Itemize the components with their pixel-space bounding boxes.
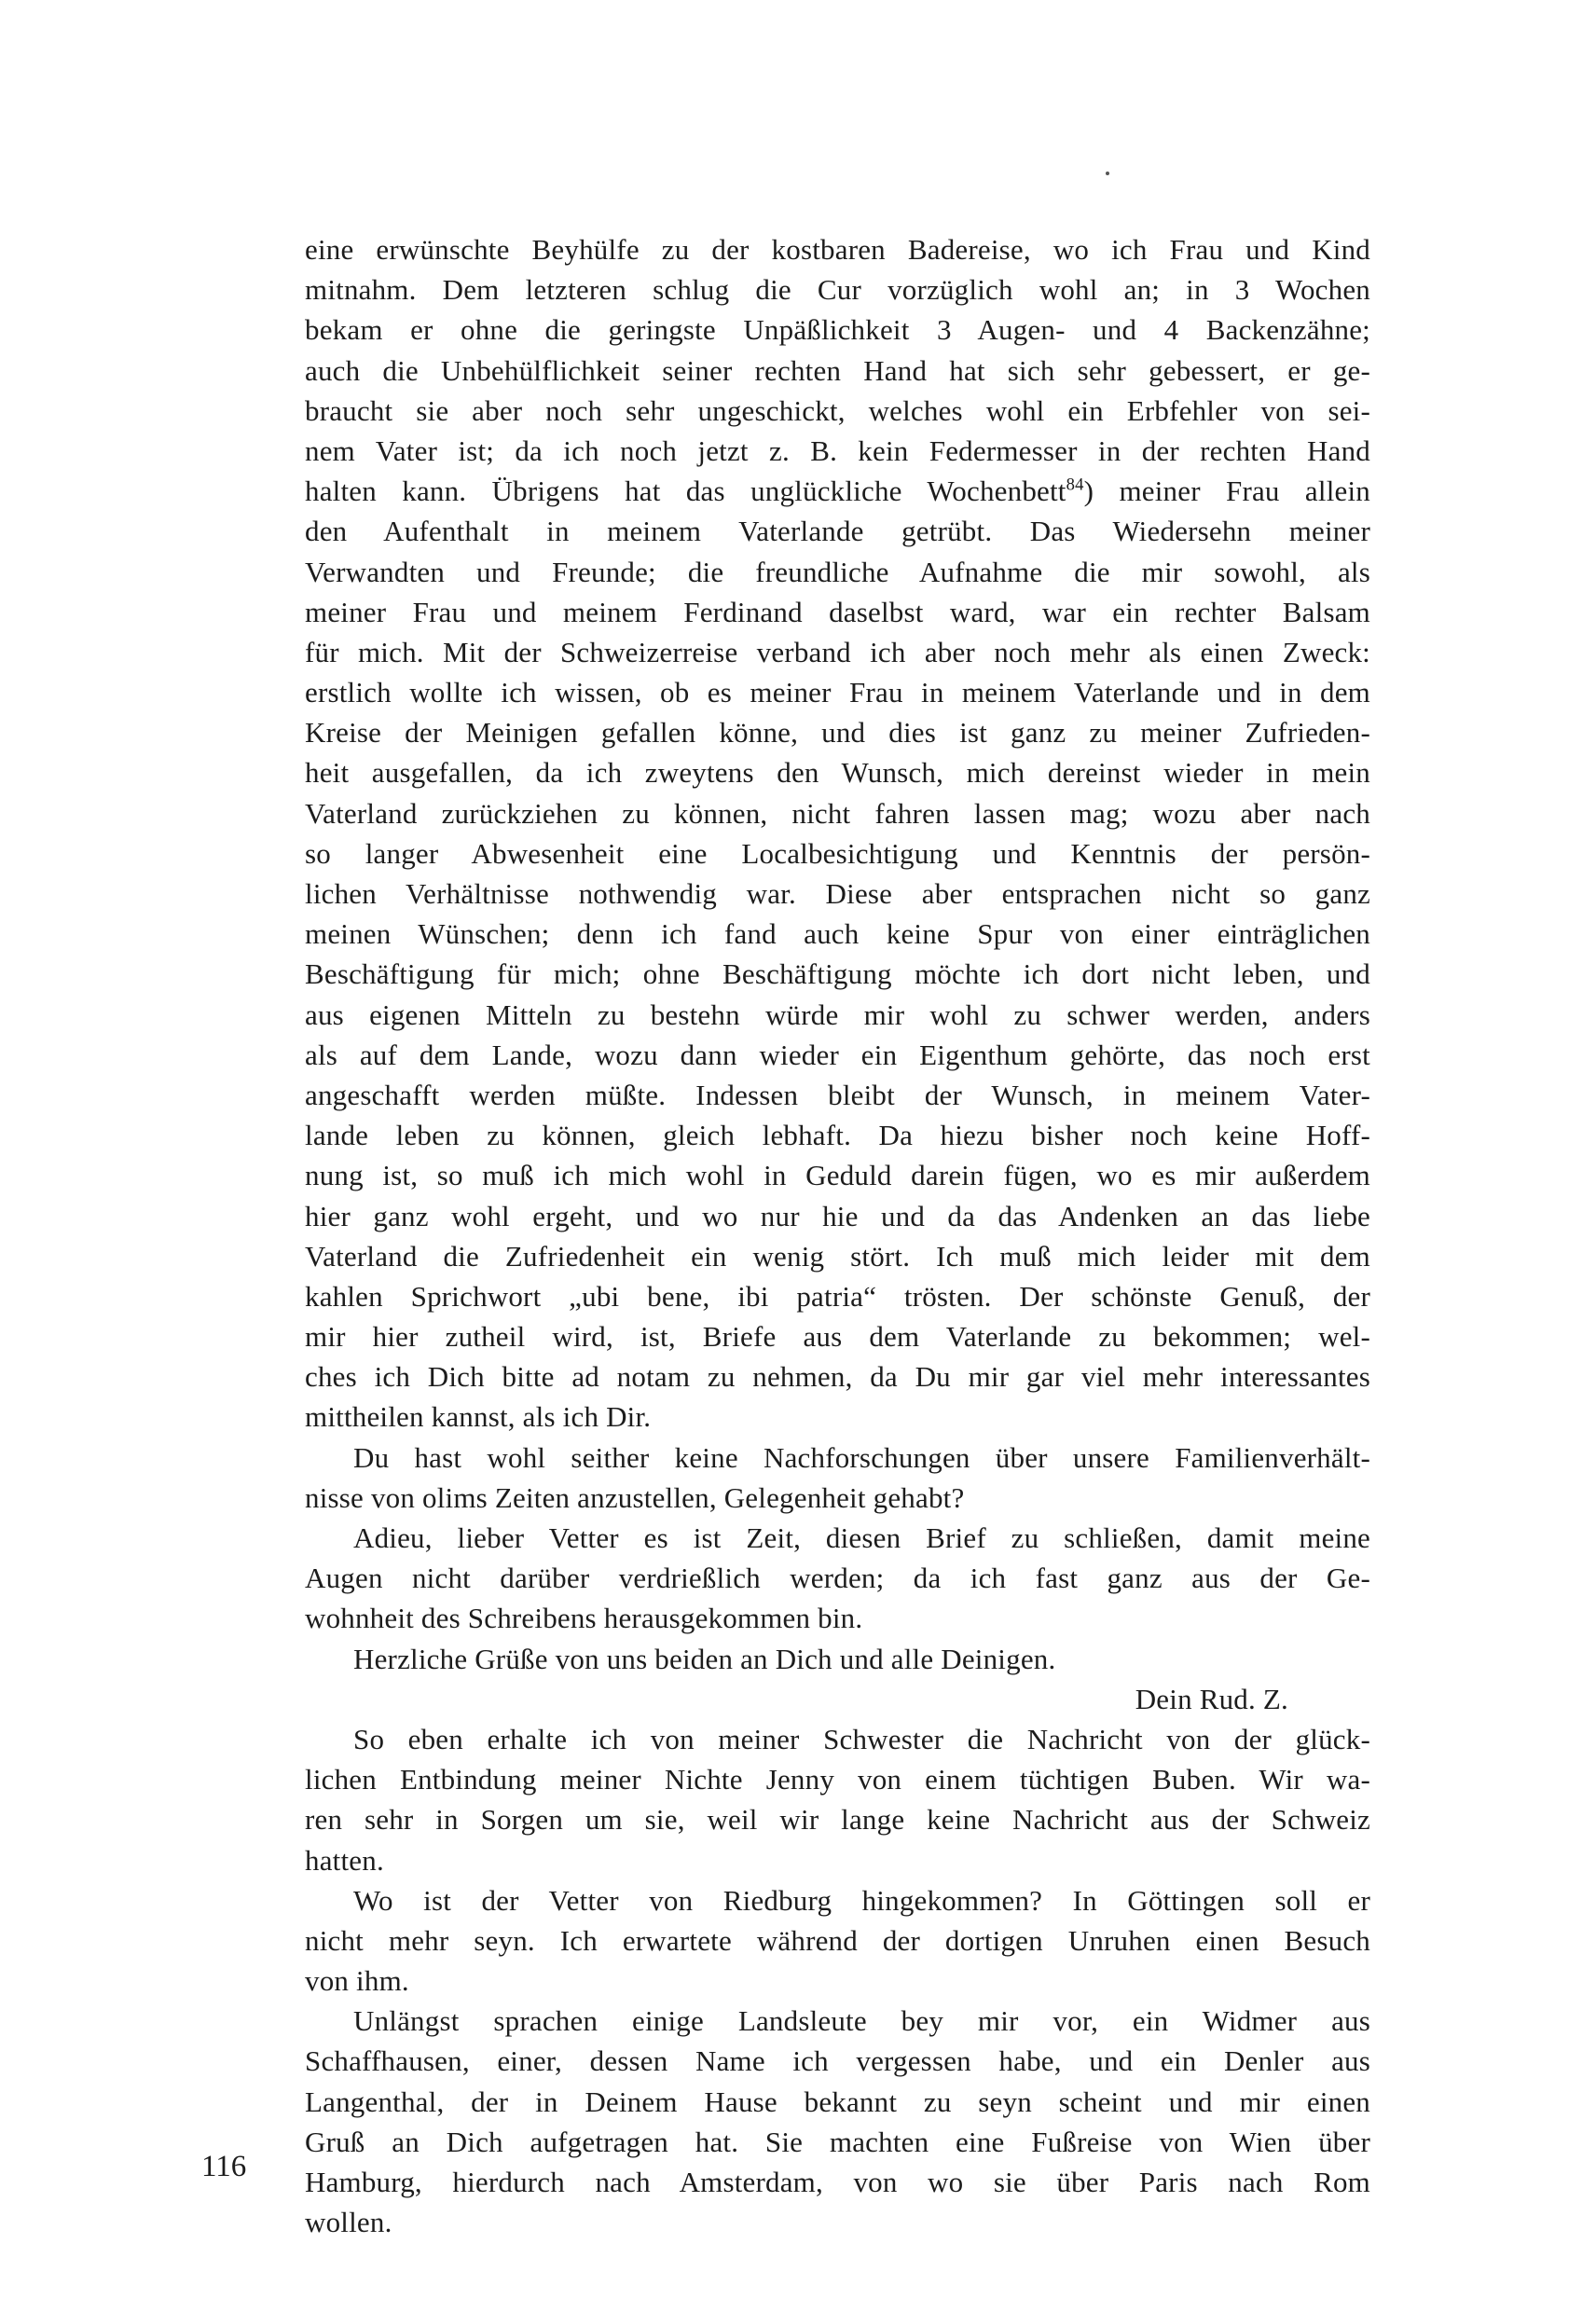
line-text: als auf dem Lande, wozu dann wieder ein Eigenthum gehörte, das noch erst	[305, 1038, 1370, 1071]
text-line	[305, 632, 1370, 672]
text-line	[305, 1397, 1370, 1437]
line-text: mittheilen kannst, als ich Dir.	[305, 1400, 652, 1434]
text-line	[305, 914, 1370, 954]
line-text: Herzliche Grüße von uns beiden an Dich und alle Deinigen.	[353, 1642, 1056, 1675]
line-text: auch die Unbehülflichkeit seiner rechten Hand hat sich sehr gebessert, er ge-	[305, 353, 1370, 387]
line-text: halten kann. Übrigens hat das unglückliche Wochenbett	[305, 475, 1066, 508]
text-line	[305, 1558, 1370, 1598]
line-text: nisse von olims Zeiten anzustellen, Gelegenheit gehabt?	[305, 1480, 965, 1514]
print-speck	[1106, 172, 1109, 175]
line-text: Wo ist der Vetter von Riedburg hingekommen? In Göttingen soll er	[353, 1883, 1370, 1917]
line-text: Schaffhausen, einer, dessen Name ich vergessen habe, und ein Denler aus	[305, 2044, 1370, 2078]
line-text: Beschäftigung für mich; ohne Beschäftigung möchte ich dort nicht leben, und	[305, 957, 1370, 991]
text-line	[305, 954, 1370, 994]
line-text: mitnahm. Dem letzteren schlug die Cur vorzüglich wohl an; in 3 Wochen	[305, 273, 1370, 307]
line-text: Gruß an Dich aufgetragen hat. Sie machten eine Fußreise von Wien über	[305, 2125, 1370, 2158]
line-text: aus eigenen Mitteln zu bestehn würde mir wohl zu schwer werden, anders	[305, 998, 1370, 1031]
line-text: angeschafft werden müßte. Indessen bleibt der Wunsch, in meinem Vater-	[305, 1078, 1370, 1111]
text-line	[305, 552, 1370, 592]
text-line	[305, 1075, 1370, 1115]
text-line	[305, 874, 1370, 914]
line-text: den Aufenthalt in meinem Vaterlande getrübt. Das Wiedersehn meiner	[305, 515, 1370, 548]
line-text: nung ist, so muß ich mich wohl in Geduld darein fügen, wo es mir außerdem	[305, 1159, 1370, 1192]
text-line	[305, 1679, 1370, 1719]
line-text: meiner Frau und meinem Ferdinand daselbst ward, war ein rechter Balsam	[305, 595, 1370, 628]
text-line	[305, 1356, 1370, 1397]
text-line	[305, 1880, 1370, 1920]
line-text: Dein Rud. Z.	[1135, 1682, 1288, 1715]
line-text: Augen nicht darüber verdrießlich werden; da ich fast ganz aus der Ge-	[305, 1562, 1370, 1595]
text-line	[305, 1759, 1370, 1799]
text-line	[305, 672, 1370, 712]
text-line	[305, 752, 1370, 792]
text-line	[305, 1236, 1370, 1276]
text-line	[305, 793, 1370, 833]
text-line	[305, 351, 1370, 391]
line-text: hier ganz wohl ergeht, und wo nur hie und da das Andenken an das liebe	[305, 1199, 1370, 1232]
text-line	[305, 2082, 1370, 2122]
text-line	[305, 1438, 1370, 1478]
text-line	[305, 1155, 1370, 1195]
text-line	[305, 995, 1370, 1035]
text-line	[305, 431, 1370, 471]
line-text: ren sehr in Sorgen um sie, weil wir lange keine Nachricht aus der Schweiz	[305, 1803, 1370, 1837]
line-text: für mich. Mit der Schweizerreise verband ich aber noch mehr als einen Zweck:	[305, 635, 1370, 668]
text-line	[305, 511, 1370, 551]
text-line	[305, 1518, 1370, 1558]
text-line	[305, 1478, 1370, 1518]
text-line	[305, 1035, 1370, 1075]
line-text: kahlen Sprichwort „ubi bene, ibi patria“ trösten. Der schönste Genuß, der	[305, 1279, 1370, 1313]
text-line	[305, 1276, 1370, 1316]
text-line	[305, 1115, 1370, 1155]
line-text: eine erwünschte Beyhülfe zu der kostbaren Badereise, wo ich Frau und Kind	[305, 233, 1370, 266]
line-text: lichen Verhältnisse nothwendig war. Diese aber entsprachen nicht so ganz	[305, 877, 1370, 910]
line-text: ches ich Dich bitte ad notam zu nehmen, da Du mir gar viel mehr interessantes	[305, 1360, 1370, 1394]
line-text: mir hier zutheil wird, ist, Briefe aus dem Vaterlande zu bekommen; wel-	[305, 1320, 1370, 1354]
line-text: Adieu, lieber Vetter es ist Zeit, diesen Brief zu schließen, damit meine	[353, 1521, 1370, 1554]
text-line	[305, 391, 1370, 431]
body-text	[305, 229, 1370, 2242]
line-text: bekam er ohne die geringste Unpäßlichkeit 3 Augen- und 4 Backenzähne;	[305, 313, 1370, 347]
line-text: Du hast wohl seither keine Nachforschungen über unsere Familienverhält-	[353, 1440, 1370, 1474]
line-text: hatten.	[305, 1843, 384, 1877]
text-line	[305, 1719, 1370, 1759]
line-text: wollen.	[305, 2206, 392, 2239]
line-text: Vaterland zurückziehen zu können, nicht fahren lassen mag; wozu aber nach	[305, 796, 1370, 830]
line-text: von ihm.	[305, 1964, 409, 1998]
text-line	[305, 712, 1370, 752]
line-text: Verwandten und Freunde; die freundliche Aufnahme die mir sowohl, als	[305, 555, 1370, 588]
line-text: Kreise der Meinigen gefallen könne, und dies ist ganz zu meiner Zufrieden-	[305, 716, 1370, 750]
text-line	[305, 833, 1370, 874]
line-text-continued: ) meiner Frau allein	[1083, 475, 1370, 508]
text-line	[305, 269, 1370, 310]
line-text: Langenthal, der in Deinem Hause bekannt zu seyn scheint und mir einen	[305, 2085, 1370, 2118]
line-text: So eben erhalte ich von meiner Schwester die Nachricht von der glück-	[353, 1722, 1370, 1755]
page-number: 116	[201, 2150, 247, 2183]
line-text: braucht sie aber noch sehr ungeschickt, welches wohl ein Erbfehler von sei-	[305, 393, 1370, 427]
line-text: erstlich wollte ich wissen, ob es meiner Frau in meinem Vaterlande und in dem	[305, 676, 1370, 709]
text-line	[305, 592, 1370, 632]
text-line	[305, 1196, 1370, 1236]
text-line	[305, 471, 1370, 511]
line-text: so langer Abwesenheit eine Localbesichtigung und Kenntnis der persön-	[305, 836, 1370, 870]
text-line	[305, 2202, 1370, 2242]
text-line	[305, 1316, 1370, 1356]
line-text: lande leben zu können, gleich lebhaft. Da hiezu bisher noch keine Hoff-	[305, 1119, 1370, 1152]
line-text: meinen Wünschen; denn ich fand auch keine Spur von einer einträglichen	[305, 917, 1370, 951]
text-line	[305, 229, 1370, 269]
line-text: nem Vater ist; da ich noch jetzt z. B. kein Federmesser in der rechten Hand	[305, 434, 1370, 467]
line-text: Unlängst sprachen einige Landsleute bey mir vor, ein Widmer aus	[353, 2004, 1370, 2038]
line-text: wohnheit des Schreibens herausgekommen bin.	[305, 1602, 863, 1635]
text-line	[305, 1840, 1370, 1880]
text-line	[305, 310, 1370, 350]
text-line	[305, 2122, 1370, 2162]
text-line	[305, 2162, 1370, 2202]
text-line	[305, 1598, 1370, 1638]
text-line	[305, 2041, 1370, 2081]
line-text: lichen Entbindung meiner Nichte Jenny von einem tüchtigen Buben. Wir wa-	[305, 1763, 1370, 1796]
text-line	[305, 1799, 1370, 1839]
text-line	[305, 1920, 1370, 1961]
footnote-reference: 84	[1066, 475, 1084, 495]
line-text: Vaterland die Zufriedenheit ein wenig stört. Ich muß mich leider mit dem	[305, 1239, 1370, 1273]
line-text: Hamburg, hierdurch nach Amsterdam, von wo sie über Paris nach Rom	[305, 2166, 1370, 2198]
line-text: heit ausgefallen, da ich zweytens den Wunsch, mich dereinst wieder in mein	[305, 756, 1370, 790]
text-line	[305, 1961, 1370, 2001]
text-line	[305, 1639, 1370, 1679]
text-line	[305, 2001, 1370, 2041]
line-text: nicht mehr seyn. Ich erwartete während der dortigen Unruhen einen Besuch	[305, 1923, 1370, 1957]
